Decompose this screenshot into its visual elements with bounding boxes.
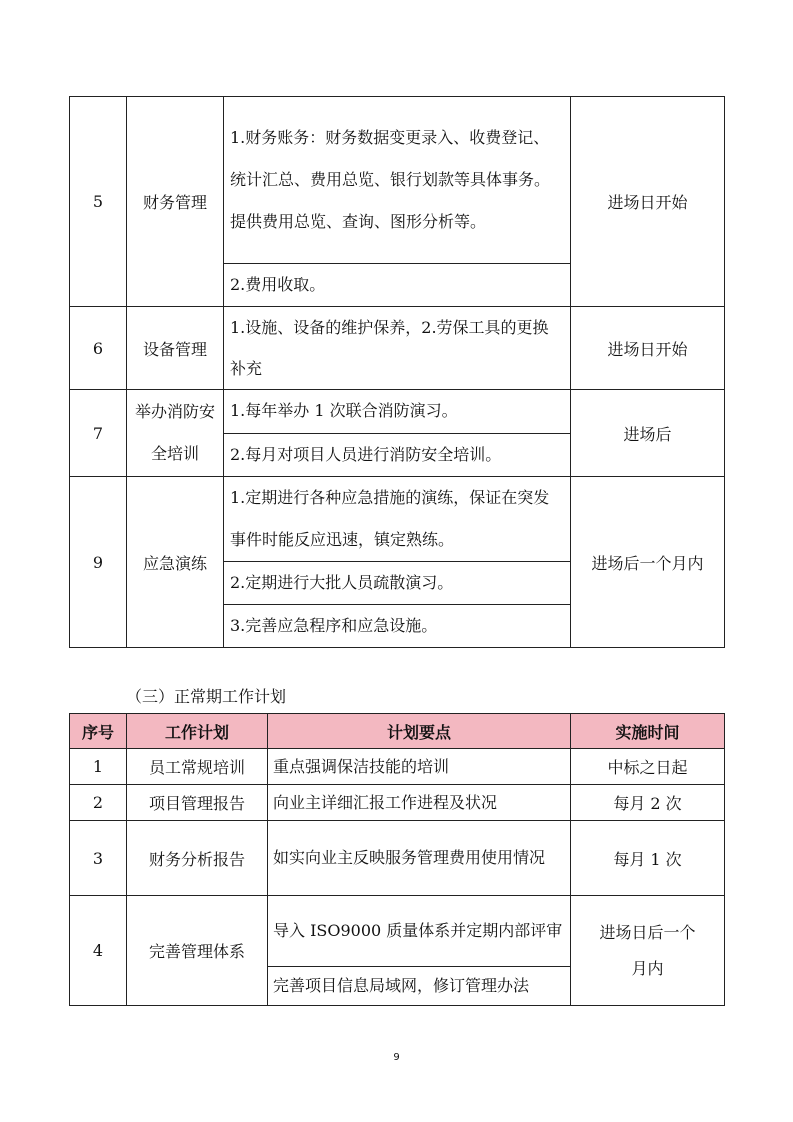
implementation-time: 每月 2 次 [571, 785, 725, 821]
table-row [70, 785, 725, 821]
table-row [70, 821, 725, 896]
plan-point: 导入 ISO9000 质量体系并定期内部评审 [268, 896, 571, 967]
header-number: 序号 [70, 714, 127, 749]
implementation-time: 进场日开始 [571, 97, 725, 307]
row-number: 4 [70, 896, 127, 1006]
work-point: 1.设施、设备的维护保养，2.劳保工具的更换补充 [224, 307, 571, 390]
table-row [70, 307, 725, 390]
work-item: 设备管理 [127, 307, 224, 390]
plan-point: 完善项目信息局域网，修订管理办法 [268, 967, 571, 1006]
row-number: 2 [70, 785, 127, 821]
work-point: 2.定期进行大批人员疏散演习。 [224, 562, 571, 605]
implementation-time: 进场后一个月内 [571, 477, 725, 648]
work-point: 1.财务账务：财务数据变更录入、收费登记、统计汇总、费用总览、银行划款等具体事务。提供费用总览、查询、图形分析等。 [224, 97, 571, 264]
work-point: 2.每月对项目人员进行消防安全培训。 [224, 433, 571, 477]
table-row [70, 896, 725, 967]
table-row [70, 97, 725, 264]
implementation-time: 进场日后一个月内 [571, 896, 725, 1006]
work-point: 2.费用收取。 [224, 264, 571, 307]
header-points: 计划要点 [268, 714, 571, 749]
page-number: 9 [393, 1052, 400, 1063]
row-number: 7 [70, 390, 127, 477]
implementation-time: 进场后 [571, 390, 725, 477]
table-row [70, 749, 725, 785]
work-plan: 员工常规培训 [127, 749, 268, 785]
table-row [70, 477, 725, 562]
work-plan: 项目管理报告 [127, 785, 268, 821]
section-title: （三）正常期工作计划 [126, 687, 287, 706]
row-number: 9 [70, 477, 127, 648]
implementation-time: 每月 1 次 [571, 821, 725, 896]
header-plan: 工作计划 [127, 714, 268, 749]
implementation-time: 进场日开始 [571, 307, 725, 390]
header-time: 实施时间 [571, 714, 725, 749]
work-plan: 完善管理体系 [127, 896, 268, 1006]
work-plan: 财务分析报告 [127, 821, 268, 896]
plan-point: 如实向业主反映服务管理费用使用情况 [268, 821, 571, 896]
work-item: 财务管理 [127, 97, 224, 307]
row-number: 5 [70, 97, 127, 307]
row-number: 1 [70, 749, 127, 785]
plan-point: 重点强调保洁技能的培训 [268, 749, 571, 785]
table-header-row [70, 714, 725, 749]
normal-period-work-plan-table [69, 713, 725, 1006]
work-plan-table-continued [69, 96, 725, 648]
work-point: 1.定期进行各种应急措施的演练，保证在突发事件时能反应迅速，镇定熟练。 [224, 477, 571, 562]
row-number: 3 [70, 821, 127, 896]
implementation-time: 中标之日起 [571, 749, 725, 785]
row-number: 6 [70, 307, 127, 390]
table-row [70, 390, 725, 434]
work-item: 举办消防安全培训 [127, 390, 224, 477]
work-item: 应急演练 [127, 477, 224, 648]
plan-point: 向业主详细汇报工作进程及状况 [268, 785, 571, 821]
work-point: 1.每年举办 1 次联合消防演习。 [224, 390, 571, 434]
work-point: 3.完善应急程序和应急设施。 [224, 605, 571, 648]
